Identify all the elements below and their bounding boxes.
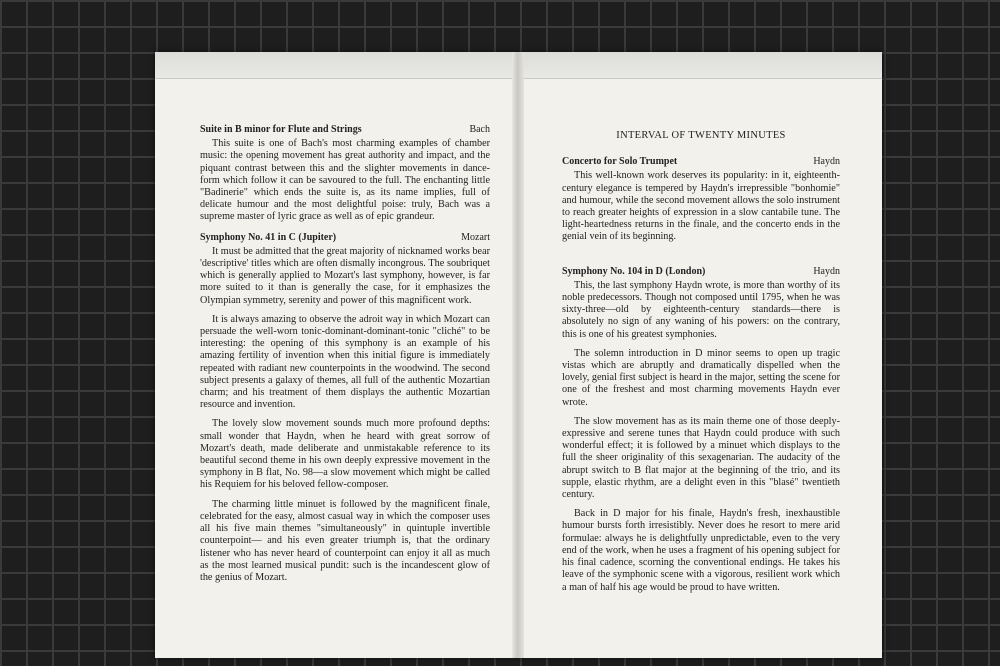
work-heading [562, 266, 840, 278]
work-title: Concerto for Solo Trumpet [562, 156, 678, 168]
program-note-paragraph: The solemn introduction in D minor seems to open up tragic vistas which are abruptly and dramatically dispelled when the lovely, genial first subject is heard in the major, setting the scene for one of the freshest and most charming movements Haydn ever wrote. [562, 347, 840, 408]
program-note-paragraph: The charming little minuet is followed by the magnificent finale, celebrated for the easy, almost casual way in which the composer uses all his five main themes "simultaneously" in quintuple invertible counterpoint— and his even greater triumph is, that the ordinary listener who has never heard of counterpoint can enjoy it all as much as the most learned musical pundit: such is the incandescent glow of the genius of Mozart. [200, 498, 490, 583]
programme-leaflet [155, 52, 882, 658]
work-title: Symphony No. 104 in D (London) [562, 265, 706, 277]
work-entry [562, 266, 840, 594]
right-page [562, 130, 840, 602]
program-note-paragraph: It is always amazing to observe the adroit way in which Mozart can persuade the well-worn tonic-dominant-dominant-tonic "cliché" to be interesting: the opening of this symphony is an example of his amazing fertility of invention when this initial figure is immediately repeated with radiant new counterpoints in the woodwind. The second subject presents a galaxy of themes, all full of the authentic Mozartian charm; and his treatment of them displays the authentic Mozartian resource and invention. [200, 313, 490, 411]
work-composer: Haydn [813, 265, 840, 277]
program-note-paragraph: The lovely slow movement sounds much more profound depths: small wonder that Haydn, when he heard with great sorrow of Mozart's death, made deliberate and unmistakable reference to its beautiful second theme in his own deeply expressive movement in the symphony in B flat, No. 98—a slow movement which might be called his Requiem for his beloved fellow-composer. [200, 418, 490, 491]
program-note-paragraph: This, the last symphony Haydn wrote, is more than worthy of its noble predecessors. Though not composed until 1795, when he was sixty-three—old by eighteenth-century standards—there is absolutely no sign of any waning of his powers: on the contrary, this is one of his greatest symphonies. [562, 279, 840, 340]
work-title: Suite in B minor for Flute and Strings [200, 124, 362, 135]
work-composer: Bach [469, 124, 490, 135]
work-heading [562, 156, 840, 168]
work-heading [200, 124, 490, 136]
program-note-paragraph: This well-known work deserves its popularity: in it, eighteenth-century elegance is tempered by Haydn's irrepressible "bonhomie" and humour, while the second movement allows the solo instrument to reach greater heights of expression in a slow cantabile tune. The light-heartedness returns in the finale, and the concerto ends in the genial vein of its beginning. [562, 170, 840, 243]
work-composer: Haydn [813, 156, 840, 168]
center-fold [512, 52, 524, 658]
interval-heading: INTERVAL OF TWENTY MINUTES [616, 130, 786, 141]
work-composer: Mozart [461, 231, 490, 243]
program-note-paragraph: This suite is one of Bach's most charming examples of chamber music: the opening movement has great authority and impact, and the piquant contrast between this and the slighter movements in dance-form which follow it can be savoured to the full. The enchanting little "Badinerie" which ends the suite is, as its name implies, full of delicate humour and the most delightful poise: truly, Bach was a supreme master of lyric grace as well as of epic grandeur. [200, 138, 490, 223]
work-entry [200, 124, 490, 224]
program-note-paragraph: Back in D major for his finale, Haydn's fresh, inexhaustible humour bursts forth irresistibly. Never does he resort to mere arid formulae: always he is delightfully unpredictable, even to the very end of the work, when he uses a fragment of his opening subject for his final cadence, scorning the conventional endings. He takes his leave of the symphonic scene with a vigorous, resilient work which a man of half his age would be proud to have written. [562, 508, 840, 593]
work-title: Symphony No. 41 in C (Jupiter) [200, 231, 337, 243]
left-page [200, 124, 490, 592]
work-entry [200, 232, 490, 584]
work-heading [200, 232, 490, 244]
work-entry [562, 156, 840, 243]
program-note-paragraph: The slow movement has as its main theme one of those deeply-expressive and serene tunes that Haydn could produce with such wonderful effect; it is followed by a minuet which displays to the full the sheer originality of this sexagenarian. The audacity of the abrupt switch to B flat major at the beginning of the trio, and its supple, elastic rhythm, are a delight even in this "blasé" twentieth century. [562, 415, 840, 501]
program-note-paragraph: It must be admitted that the great majority of nicknamed works bear 'descriptive' titles which are often dismally incongrous. The soubriquet which is generally applied to Mozart's last symphony, however, is far more suited to it than is generally the case, for it emphasizes the Olympian symmetry, serenity and power of this magnificent work. [200, 245, 490, 306]
